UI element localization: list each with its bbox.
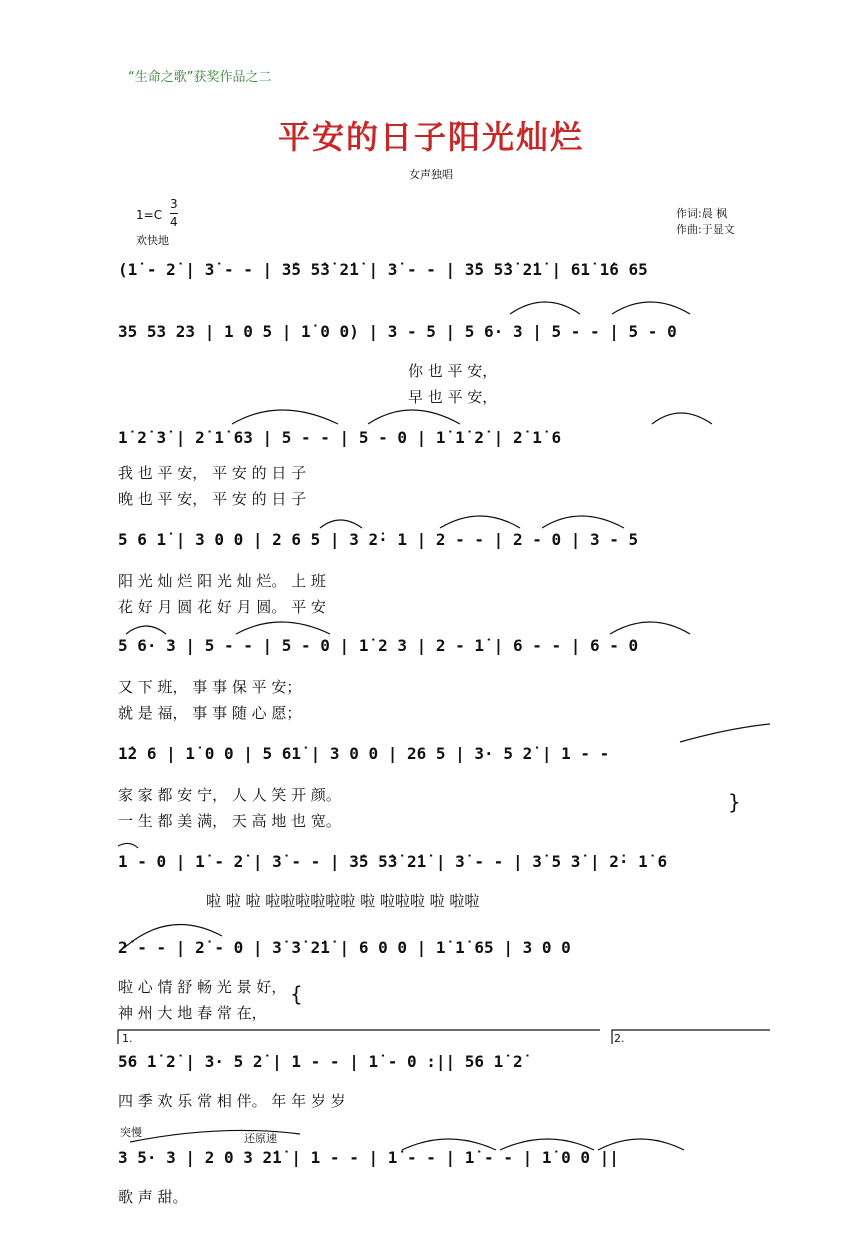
lyric-line: 花 好 月 圆 花 好 月 圆。 平 安: [118, 598, 326, 616]
volta-bracket-2: [612, 1030, 770, 1044]
slur: [232, 410, 338, 424]
slur: [130, 1130, 300, 1142]
performer: 女声独唱: [409, 168, 453, 181]
brace-right: }: [728, 790, 741, 814]
award-subtitle: “生命之歌”获奖作品之二: [128, 70, 272, 85]
lyric-line: 一 生 都 美 满， 天 高 地 也 宽。: [118, 812, 341, 830]
lyric-line: 家 家 都 安 宁， 人 人 笑 开 颜。: [118, 786, 341, 804]
composer: 作曲:于显文: [676, 223, 735, 236]
volta-1: 1.: [122, 1032, 133, 1045]
notes-line: 1̇ 2̇ 3̇ | 2̇ 1̇ 63 | 5 - - | 5 - 0 | 1̇ 1̇ 2̇ | 2̇ 1̇ 6: [118, 428, 562, 447]
lyric-line: 神 州 大 地 春 常 在，: [118, 1004, 267, 1022]
notes-line: 5 6· 3 | 5 - - | 5 - 0 | 1̇ 2 3 | 2 - 1̇ | 6 - - | 6 - 0: [118, 636, 639, 655]
slur: [612, 302, 690, 314]
slur: [402, 1139, 496, 1150]
volta-2: 2.: [614, 1032, 625, 1045]
lyric-line: 啦 啦 啦 啦啦啦啦啦啦 啦 啦啦啦 啦 啦啦: [206, 892, 480, 910]
notes-line: 35 53 23 | 1 0 5 | 1̇ 0 0) | 3 - 5 | 5 6· 3 | 5 - - | 5 - 0: [118, 322, 677, 341]
notes-line: 1 - 0 | 1̇ - 2̇ | 3̇ - - | 3̇5 5̇3̇ 2̇1̇ | 3̇ - - | 3̇ 5 3̇ | 2̇· 1̇ 6: [118, 852, 668, 871]
slur: [236, 622, 330, 634]
lyric-line: 我 也 平 安， 平 安 的 日 子: [118, 464, 307, 482]
brace-left: {: [290, 982, 303, 1006]
slur: [510, 302, 580, 314]
lyric-line: 晚 也 平 安， 平 安 的 日 子: [118, 490, 307, 508]
lyric-line: 又 下 班， 事 事 保 平 安；: [118, 678, 302, 696]
volta-bracket-1: [118, 1030, 600, 1044]
notes-line: (1̇ - 2̇ | 3̇ - - | 3̇5 5̇3̇ 2̇1̇ | 3̇ - - | 3̇5 5̇3̇ 2̇1̇ | 61̇ 1̇6 65: [118, 260, 648, 279]
slur: [652, 413, 712, 424]
slow-marking: 突慢: [120, 1126, 142, 1139]
lyric-line: 你 也 平 安，: [408, 362, 498, 380]
lyric-line: 啦 心 情 舒 畅 光 景 好，: [118, 978, 287, 996]
lyric-line: 歌 声 甜。: [118, 1188, 188, 1206]
slur: [126, 626, 166, 634]
lyric-line: 早 也 平 安，: [408, 388, 498, 406]
slur: [542, 516, 624, 528]
slur: [124, 924, 222, 948]
slur: [440, 516, 520, 528]
tempo-marking: 欢快地: [136, 234, 169, 247]
slur: [680, 724, 770, 742]
time-numerator: 3: [170, 196, 178, 214]
lyricist: 作词:晨 枫: [676, 207, 728, 220]
slur: [118, 843, 138, 848]
a-tempo-marking: 还原速: [244, 1132, 277, 1145]
notes-line: 1̇2 6 | 1̇ 0 0 | 5 61̇ | 3 0 0 | 26 5 | 3· 5 2̇ | 1 - -: [118, 744, 610, 763]
notes-line: 3 5· 3 | 2 0 3 2̇1̇ | 1 - - | 1̇ - - | 1̇ - - | 1̇ 0 0 ||: [118, 1148, 619, 1167]
notes-line: 5 6 1̇ | 3 0 0 | 2 6 5 | 3 2̇· 1 | 2 - - | 2 - 0 | 3 - 5: [118, 530, 639, 549]
slur: [598, 1139, 684, 1150]
lyric-line: 就 是 福， 事 事 随 心 愿；: [118, 704, 302, 722]
slur: [610, 622, 690, 634]
slur: [500, 1139, 594, 1150]
notes-line: 2̇ - - | 2̇ - 0 | 3̇ 3̇ 2̇1̇ | 6 0 0 | 1̇ 1̇ 65 | 3 0 0: [118, 938, 571, 957]
key-signature: 1=C: [136, 208, 163, 222]
slur: [368, 410, 460, 424]
notes-line: 56 1̇ 2̇ | 3· 5 2̇ | 1 - - | 1̇ - 0 :|| 56 1̇ 2̇: [118, 1052, 523, 1071]
song-title: 平安的日子阳光灿烂: [277, 118, 584, 156]
slur: [320, 520, 362, 528]
time-denominator: 4: [170, 215, 178, 229]
lyric-line: 四 季 欢 乐 常 相 伴。 年 年 岁 岁: [118, 1092, 346, 1110]
lyric-line: 阳 光 灿 烂 阳 光 灿 烂。 上 班: [118, 572, 326, 590]
